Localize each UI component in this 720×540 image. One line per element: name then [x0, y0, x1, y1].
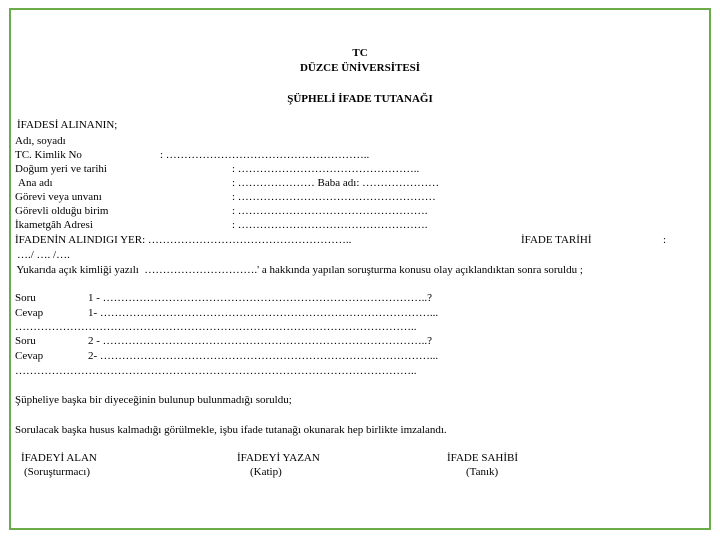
field-label-tc-kimlik: TC. Kimlik No — [15, 149, 82, 161]
signature-sub-alan: (Soruşturmacı) — [24, 466, 90, 478]
ifade-yer-line: İFADENİN ALINDIGI YER: ……………………………………………….. — [15, 234, 352, 246]
ifade-tarihi-label: İFADE TARİHİ — [521, 234, 592, 246]
qa-continuation-1: ……………………………………………………………………………………………….. — [15, 321, 417, 333]
date-line: …./ …. /…. — [17, 249, 70, 261]
university-name: DÜZCE ÜNİVERSİTESİ — [299, 62, 421, 74]
header-line1: TC — [352, 47, 368, 59]
closing-statement: Sorulacak başka husus kalmadığı görülmekle, işbu ifade tutanağı okunarak hep birlikte imzalandı. — [15, 424, 447, 436]
qa-label-soru-1: Soru — [15, 292, 36, 304]
signature-role-alan: İFADEYİ ALAN — [21, 452, 97, 464]
ifadesi-alinanin-heading: İFADESİ ALINANIN; — [17, 119, 118, 131]
signature-sub-sahibi: (Tanık) — [466, 466, 499, 478]
qa-label-cevap-2: Cevap — [15, 350, 44, 362]
field-value-birim: : ……………………………………………. — [232, 205, 428, 217]
field-value-ana-baba: : ………………… Baba adı: ………………… — [232, 177, 440, 189]
document-title: ŞÜPHELİ İFADE TUTANAĞI — [287, 93, 433, 105]
field-label-adi-soyadi: Adı, soyadı — [15, 135, 66, 147]
closing-question: Şüpheliye başka bir diyeceğinin bulunup bulunmadığı soruldu; — [15, 394, 292, 406]
qa-text-cevap-1: 1- ………………………………………………………………………………... — [88, 307, 439, 319]
qa-label-soru-2: Soru — [15, 335, 36, 347]
qa-text-soru-2: 2 - ……………………………………………………………………………..? — [88, 335, 433, 347]
signature-sub-yazan: (Katip) — [250, 466, 282, 478]
signature-role-sahibi: İFADE SAHİBİ — [447, 452, 518, 464]
field-value-tc-kimlik: : ……………………………………………….. — [160, 149, 370, 161]
field-label-ana-adi: Ana adı — [18, 177, 53, 189]
field-label-gorevi: Görevi veya unvanı — [15, 191, 102, 203]
field-label-ikametgah: İkametgâh Adresi — [15, 219, 93, 231]
field-value-gorevi: : ……………………………………………… — [232, 191, 436, 203]
qa-text-soru-1: 1 - ……………………………………………………………………………..? — [88, 292, 433, 304]
field-value-ikametgah: : ……………………………………………. — [232, 219, 428, 231]
ifade-tarihi-colon: : — [663, 234, 667, 246]
field-label-dogum: Doğum yeri ve tarihi — [15, 163, 107, 175]
qa-label-cevap-1: Cevap — [15, 307, 44, 319]
field-value-dogum: : ………………………………………….. — [232, 163, 420, 175]
qa-text-cevap-2: 2- ………………………………………………………………………………... — [88, 350, 439, 362]
intro-line: Yukarıda açık kimliği yazılı ………………………….' a hakkında yapılan soruşturma konusu olay açıklandıktan sonra soruldu ; — [14, 264, 583, 276]
field-label-birim: Görevli olduğu birim — [15, 205, 109, 217]
qa-continuation-2: ……………………………………………………………………………………………….. — [15, 365, 417, 377]
signature-role-yazan: İFADEYİ YAZAN — [237, 452, 320, 464]
